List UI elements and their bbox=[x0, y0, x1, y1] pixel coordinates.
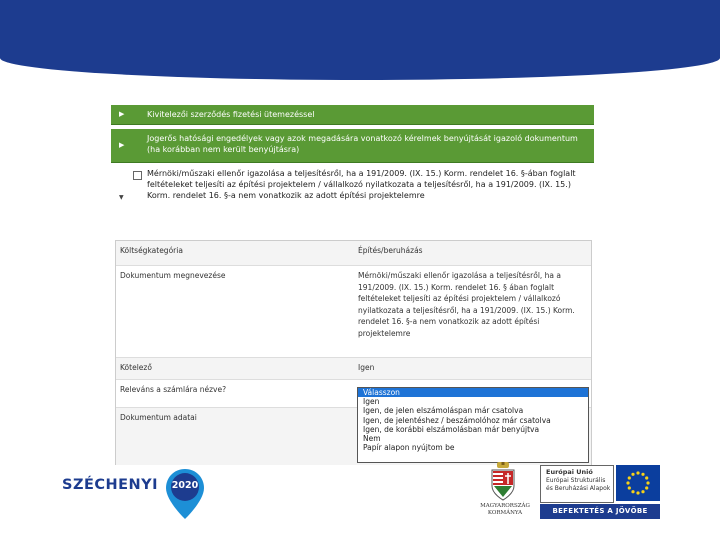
dropdown-option[interactable]: Igen, de jelentéshez / beszámolóhoz már csatolva bbox=[363, 415, 551, 425]
row-value: Igen bbox=[358, 363, 375, 372]
investment-slogan: BEFEKTETÉS A JÖVŐBE bbox=[540, 504, 660, 519]
table-row bbox=[116, 241, 591, 265]
top-band bbox=[0, 0, 720, 80]
row-label: Kötelező bbox=[120, 363, 152, 372]
eu-funds-label bbox=[540, 465, 614, 503]
dropdown-option[interactable]: Igen, de korábbi elszámolásban már benyújtva bbox=[363, 424, 540, 434]
row-label: Releváns a számlára nézve? bbox=[120, 385, 227, 394]
chevron-right-icon: ▶ bbox=[119, 141, 125, 149]
section-header-label: Mérnöki/műszaki ellenőr igazolása a teljesítésről, ha a 191/2009. (IX. 15.) Korm. rendelet 16. §-ában foglalt feltételeket teljesíti az építési projektelem / vállalkozó nyilatkozata a teljesítésről, ha a 191/2009. (IX. 15.) Korm. rendelet 16. §-a nem vonatkozik az adott építési projektelemre bbox=[147, 169, 576, 200]
eu-subtitle: Európai Strukturális és Beruházási Alapok bbox=[546, 477, 611, 492]
eu-flag-icon bbox=[616, 465, 660, 501]
table-row bbox=[116, 357, 591, 380]
section-header-contract[interactable] bbox=[111, 105, 594, 125]
section-header-label: Kivitelezői szerződés fizetési ütemezéssel bbox=[147, 110, 315, 119]
dropdown-option[interactable]: Válasszon bbox=[358, 388, 588, 397]
row-value: Építés/beruházás bbox=[358, 246, 423, 255]
szechenyi-text: SZÉCHENYI bbox=[62, 477, 159, 493]
dropdown-option[interactable]: Igen bbox=[363, 397, 380, 407]
section-header-label: Jogerős hatósági engedélyek vagy azok megadására vonatkozó kérelmek benyújtását igazoló dokumentum (ha korábban nem került benyújtásra) bbox=[147, 134, 578, 154]
location-pin-icon bbox=[165, 468, 205, 520]
section-header-permits[interactable] bbox=[111, 129, 594, 163]
section-checkbox[interactable] bbox=[133, 171, 142, 180]
dropdown-option[interactable]: Nem bbox=[363, 433, 381, 443]
row-label: Dokumentum megnevezése bbox=[120, 271, 226, 280]
dropdown-option[interactable]: Igen, de jelen elszámoláspan már csatolva bbox=[363, 406, 524, 416]
szechenyi-logo bbox=[62, 468, 212, 528]
table-row bbox=[116, 265, 591, 358]
hungary-government-text: MAGYARORSZÁG KORMÁNYA bbox=[480, 503, 530, 516]
row-label: Költségkategória bbox=[120, 246, 183, 255]
eu-title: Európai Unió bbox=[546, 468, 593, 476]
chevron-right-icon: ▶ bbox=[119, 110, 125, 118]
dropdown-option[interactable]: Papír alapon nyújtom be bbox=[363, 443, 455, 453]
szechenyi-year: 2020 bbox=[171, 480, 199, 491]
coat-of-arms-icon bbox=[488, 462, 518, 502]
section-header-engineer-certificate[interactable] bbox=[111, 165, 594, 223]
row-value: Mérnöki/műszaki ellenőr igazolása a teljesítésről, ha a 191/2009. (IX. 15.) Korm. rendelet 16. § ában foglalt feltételeket teljesíti az építési projektelem / vállalkozó nyilatkozata a teljesítésről, ha a 191/2009. (IX. 15.) Korm. rendelet 16. §-a nem vonatkozik az adott építési projektelemre bbox=[358, 271, 575, 338]
caret-down-icon: ▼ bbox=[119, 194, 124, 201]
row-label: Dokumentum adatai bbox=[120, 413, 197, 422]
relevance-select-dropdown[interactable] bbox=[357, 387, 589, 463]
